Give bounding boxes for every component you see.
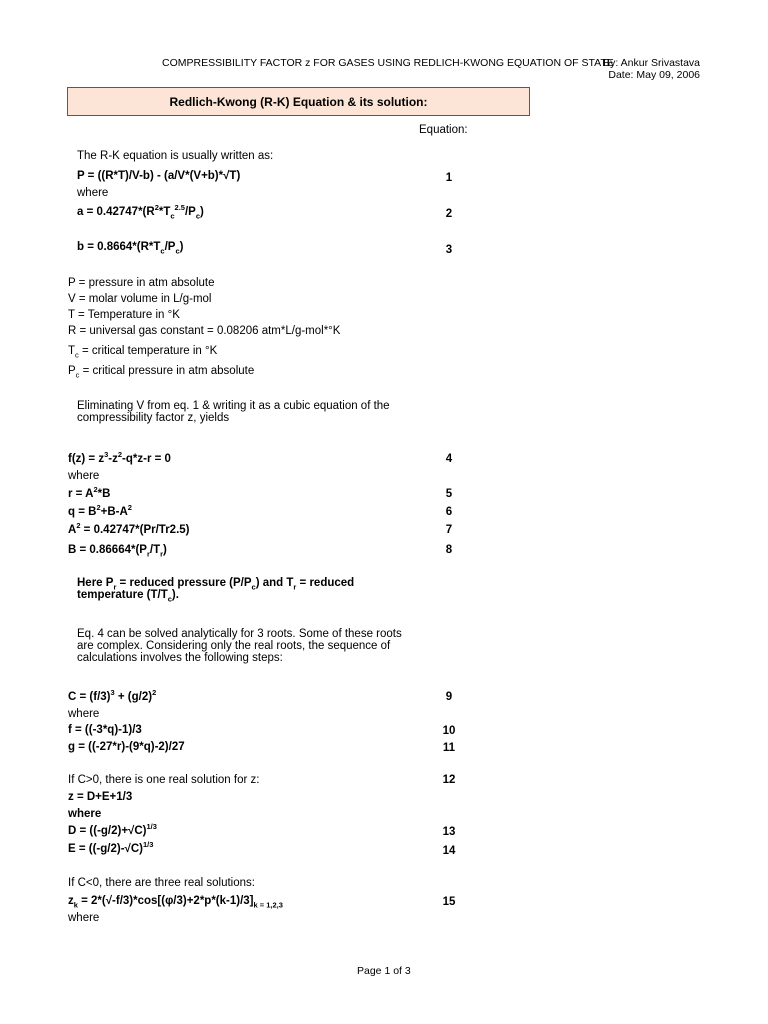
equation-number: 15 bbox=[442, 896, 456, 908]
equation-number: 3 bbox=[445, 244, 453, 256]
equation-number: 14 bbox=[442, 845, 456, 857]
c-equation: $C = (f/3)^3 + (g/2)^2$ bbox=[68, 688, 157, 703]
g-equation: g = ((-27*r)-(9*q)-2)/27 bbox=[68, 741, 185, 753]
a2-equation: $A^2 = 0.42747*(Pr/Tr2.5)$ bbox=[68, 521, 190, 536]
e-equation: $E = ((-g/2)-√C)^{1/3}$ bbox=[68, 840, 154, 855]
def-pc-text: = critical pressure in atm absolute bbox=[79, 365, 255, 377]
equation-number: 5 bbox=[445, 488, 453, 500]
c-positive-text: If C>0, there is one real solution for z: bbox=[68, 774, 260, 786]
def-tc-text: = critical temperature in °K bbox=[78, 345, 218, 357]
equation-number: 9 bbox=[445, 691, 453, 703]
equation-number: 7 bbox=[445, 524, 453, 536]
def-critical-pressure: $P_c$ = critical pressure in atm absolute bbox=[68, 365, 255, 380]
def-temperature: T = Temperature in °K bbox=[68, 309, 180, 321]
equation-number: 8 bbox=[445, 544, 453, 556]
equation-number: 12 bbox=[442, 774, 456, 786]
rk-equation: P = ((R*T)/V-b) - (a/V*(V+b)*√T) bbox=[77, 170, 241, 182]
equation-number: 2 bbox=[445, 208, 453, 220]
where-label: where bbox=[68, 912, 100, 924]
document-title: COMPRESSIBILITY FACTOR z FOR GASES USING REDLICH-KWONG EQUATION OF STATE bbox=[162, 57, 614, 69]
cubic-equation: $f(z) = z^3-z^2-q*z-r = 0$ bbox=[68, 450, 171, 465]
d-equation: $D = ((-g/2)+√C)^{1/3}$ bbox=[68, 822, 157, 837]
where-label: where bbox=[68, 808, 102, 820]
def-volume: V = molar volume in L/g-mol bbox=[68, 293, 212, 305]
author: By: Ankur Srivastava bbox=[603, 57, 700, 69]
elimination-text: Eliminating V from eq. 1 & writing it as a cubic equation of the compressibility factor z, yields bbox=[77, 400, 390, 424]
equation-number: 10 bbox=[442, 725, 456, 737]
intro-text: The R-K equation is usually written as: bbox=[77, 150, 274, 162]
equation-number: 4 bbox=[445, 453, 453, 465]
a-equation: $a = 0.42747*(R^2*T_c^{2.5}/P_c)$ bbox=[77, 203, 204, 221]
b-equation: $b = 0.8664*(R*T_c/P_c)$ bbox=[77, 241, 184, 256]
section-title: Redlich-Kwong (R-K) Equation & its solution: bbox=[169, 94, 428, 109]
where-label: where bbox=[77, 187, 109, 199]
equation-column-label: Equation: bbox=[419, 124, 468, 136]
f-equation: f = ((-3*q)-1)/3 bbox=[68, 724, 142, 736]
where-label: where bbox=[68, 708, 100, 720]
where-label: where bbox=[68, 470, 100, 482]
reduced-definitions: Here $P_r$ = reduced pressure $(P/P_c)$ and $T_r$ = reduced temperature $(T/T_c)$. bbox=[77, 577, 355, 604]
r-equation: $r = A^2*B$ bbox=[68, 485, 111, 500]
def-pressure: P = pressure in atm absolute bbox=[68, 277, 215, 289]
c-negative-text: If C<0, there are three real solutions: bbox=[68, 877, 255, 889]
def-gas-constant: R = universal gas constant = 0.08206 atm*L/g-mol*°K bbox=[68, 325, 341, 337]
b-reduced-equation: $B = 0.86664*(P_r/T_r)$ bbox=[68, 544, 167, 559]
equation-number: 11 bbox=[442, 742, 456, 754]
def-critical-temperature: $T_c$ = critical temperature in °K bbox=[68, 345, 218, 360]
equation-number: 6 bbox=[445, 506, 453, 518]
section-title-box bbox=[67, 87, 530, 116]
z-single-equation: z = D+E+1/3 bbox=[68, 791, 133, 803]
q-equation: $q = B^2+B-A^2$ bbox=[68, 503, 132, 518]
date: Date: May 09, 2006 bbox=[608, 69, 700, 81]
equation-number: 1 bbox=[445, 172, 453, 184]
zk-equation: $z_k = 2*(√-f/3)*\cos[(\varphi/3)+2*p*(k-1)/3]_{k = 1,2,3}$ bbox=[68, 895, 283, 910]
equation-number: 13 bbox=[442, 826, 456, 838]
page-number: Page 1 of 3 bbox=[357, 965, 411, 977]
eq4-solution-text: Eq. 4 can be solved analytically for 3 roots. Some of these roots are complex. Considering only the real roots, the sequence of calculations involves the following steps: bbox=[77, 628, 402, 664]
